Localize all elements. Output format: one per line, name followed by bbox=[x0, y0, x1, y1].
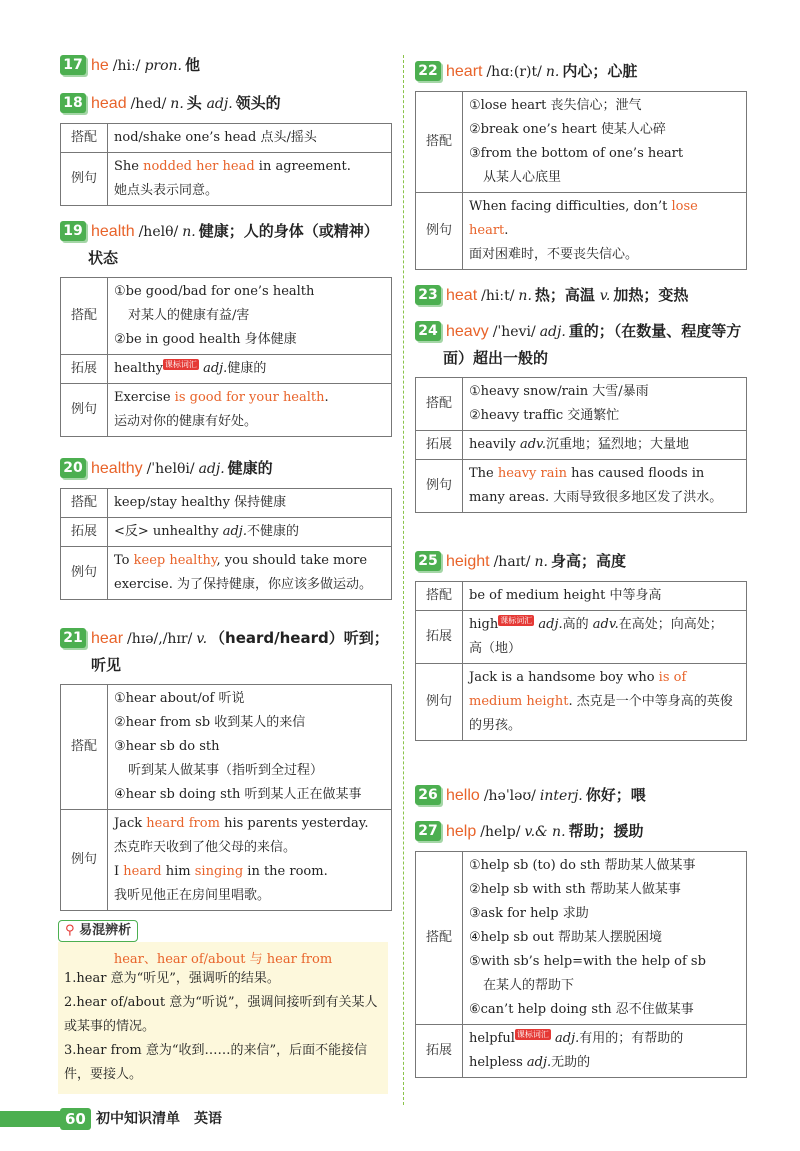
entry-help: 27 help /help/ v.& n. 帮助；援助 搭配 ①help sb (to) do sth 帮助某人做某事 ②help sb with sth 帮助某人做某事 ③ask for help 求助 ④help sb out 帮助某人摆脱困境 ⑤with sb’s help=with the help of sb 在某人的帮助下 ⑥can’t help doing sth 忍不住做某事 拓展 helpful 课标词汇 adj.有用的；有帮助的 helpless adj.无助的 bbox=[415, 818, 755, 1078]
entry-number: 17 bbox=[60, 55, 86, 75]
tip-header: ⚲ 易混辨析 bbox=[58, 920, 138, 942]
curriculum-badge: 课标词汇 bbox=[516, 1029, 549, 1039]
entry-table: 搭配 be of medium height 中等身高 拓展 high 课标词汇 adj.高的 adv.在高处；向高处； 高（地） 例句 Jack is a handsome boy who is of medium height. 杰克是一个中等身高的英俊的男孩。 bbox=[415, 581, 747, 741]
headword: he bbox=[91, 57, 109, 74]
magnifier-icon: ⚲ bbox=[65, 923, 75, 938]
entry-table: 搭配 ①help sb (to) do sth 帮助某人做某事 ②help sb with sth 帮助某人做某事 ③ask for help 求助 ④help sb out 帮助某人摆脱困境 ⑤with sb’s help=with the help of sb 在某人的帮助下 ⑥can’t help doing sth 忍不住做某事 拓展 helpful 课标词汇 adj.有用的；有帮助的 helpless adj.无助的 bbox=[415, 851, 747, 1078]
entry-heart: 22 heart /hɑː(r)t/ n. 内心；心脏 搭配 ①lose heart 丧失信心；泄气 ②break one’s heart 使某人心碎 ③from the bottom of one’s heart 从某人心底里 例句 When facing difficulties, don’t lose heart. 面对困难时，不要丧失信心。 bbox=[415, 58, 755, 270]
entry-head: 18 head /hed/ n. 头 adj. 领头的 搭配 nod/shake one’s head 点头/摇头 例句 She nodded her head in agreement. 她点头表示同意。 bbox=[60, 90, 400, 206]
footer-bar bbox=[0, 1111, 60, 1127]
meaning: 他 bbox=[185, 56, 201, 74]
curriculum-badge: 课标词汇 bbox=[500, 615, 533, 625]
entry-table: 搭配 ①be good/bad for one’s health 对某人的健康有益/害 ②be in good health 身体健康 拓展 healthy 课标词汇 adj.健康的 例句 Exercise is good for your health. 运动对你的健康有好处。 bbox=[60, 277, 392, 437]
tip-title: hear、hear of/about 与 hear from bbox=[113, 952, 333, 967]
entry-table: 搭配 ①heavy snow/rain 大雪/暴雨 ②heavy traffic 交通繁忙 拓展 heavily adv.沉重地；猛烈地；大量地 例句 The heavy rain has caused floods in many areas. 大雨导致很多地区发了洪水。 bbox=[415, 377, 747, 513]
entry-table: 搭配 keep/stay healthy 保持健康 拓展 <反> unhealthy adj.不健康的 例句 To keep healthy, you should take more exercise. 为了保持健康，你应该多做运动。 bbox=[60, 488, 392, 600]
entry-hello: 26 hello /həˈləʊ/ interj. 你好；喂 bbox=[415, 782, 755, 809]
entry-health: 19 health /helθ/ n. 健康；人的身体（或精神） 状态 搭配 ①be good/bad for one’s health 对某人的健康有益/害 ②be in good health 身体健康 拓展 healthy 课标词汇 adj.健康的 例句 Exercise is good for your health. 运动对你的健康有好处。 bbox=[60, 218, 400, 437]
entry-table: 搭配 ①hear about/of 听说 ②hear from sb 收到某人的来信 ③hear sb do sth 听到某人做某事（指听到全过程） ④hear sb doing sth 听到某人正在做某事 例句 Jack heard from his parents yesterday. 杰克昨天收到了他父母的来信。 I heard him singing in the room. 我听见他正在房间里唱歌。 bbox=[60, 684, 392, 911]
phonetic: /hiː/ bbox=[112, 58, 141, 74]
page-footer bbox=[0, 1108, 400, 1130]
entry-healthy: 20 healthy /ˈhelθi/ adj. 健康的 搭配 keep/stay healthy 保持健康 拓展 <反> unhealthy adj.不健康的 例句 To keep healthy, you should take more exercise. 为了保持健康，你应该多做运动。 bbox=[60, 455, 400, 600]
entry-height: 25 height /haɪt/ n. 身高；高度 搭配 be of medium height 中等身高 拓展 high 课标词汇 adj.高的 adv.在高处；向高处； 高（地） 例句 Jack is a handsome boy who is of medium height. 杰克是一个中等身高的英俊的男孩。 bbox=[415, 548, 755, 741]
book-title: 初中知识清单 英语 bbox=[96, 1111, 222, 1127]
column-divider bbox=[403, 55, 404, 1105]
entry-hear: 21 hear /hɪə/,/hɪr/ v. （heard/heard）听到；听见 搭配 ①hear about/of 听说 ②hear from sb 收到某人的来信 ③hear sb do sth 听到某人做某事（指听到全过程） ④hear sb doing sth 听到某人正在做某事 例句 Jack heard from his parents yesterday. 杰克昨天收到了他父母的来信。 I heard him singing in the room. 我听见他正在房间里唱歌。 bbox=[60, 625, 400, 911]
tip-box: hear、hear of/about 与 hear from 1.hear 意为“听见”，强调听的结果。 2.hear of/about 意为“听说”，强调间接听到有关某人或某事的情况。 3.hear from 意为“收到……的来信”，后面不能接信件，要接人。 bbox=[58, 942, 388, 1094]
page-number: 60 bbox=[60, 1108, 91, 1130]
entry-heavy: 24 heavy /ˈhevi/ adj. 重的；（在数量、程度等方 面）超出一般的 搭配 ①heavy snow/rain 大雪/暴雨 ②heavy traffic 交通繁忙 拓展 heavily adv.沉重地；猛烈地；大量地 例句 The heavy rain has caused floods in many areas. 大雨导致很多地区发了洪水。 bbox=[415, 318, 755, 513]
entry-heat: 23 heat /hiːt/ n. 热；高温 v. 加热；变热 bbox=[415, 282, 755, 309]
entry-table: 搭配 nod/shake one’s head 点头/摇头 例句 She nodded her head in agreement. 她点头表示同意。 bbox=[60, 123, 392, 206]
curriculum-badge: 课标词汇 bbox=[164, 359, 197, 369]
entry-table: 搭配 ①lose heart 丧失信心；泄气 ②break one’s heart 使某人心碎 ③from the bottom of one’s heart 从某人心底里 例句 When facing difficulties, don’t lose heart. 面对困难时，不要丧失信心。 bbox=[415, 91, 747, 270]
entry-he: 17 he /hiː/ pron. 他 bbox=[60, 52, 400, 79]
